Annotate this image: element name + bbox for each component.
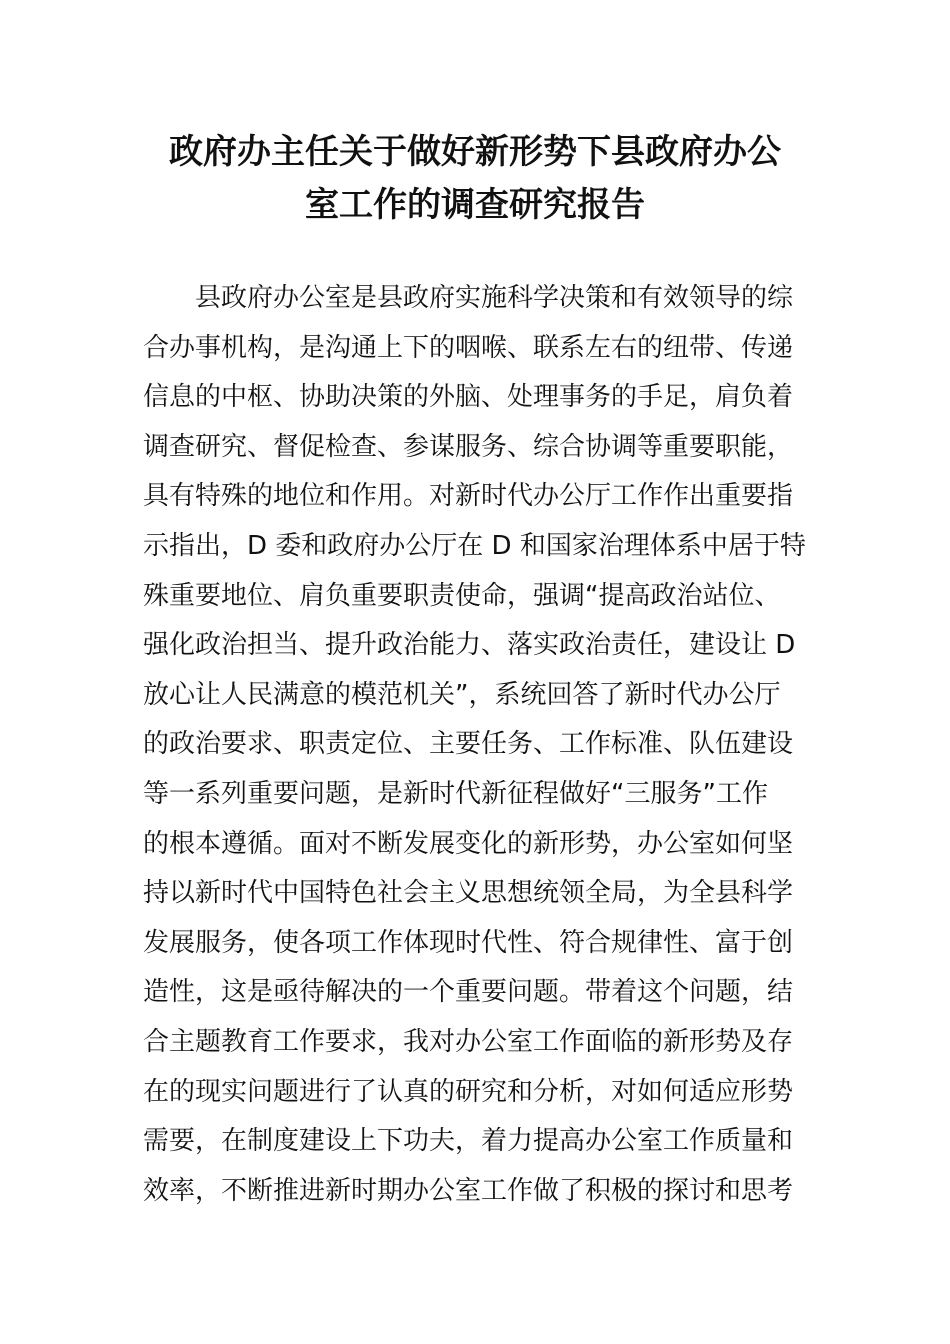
body-line: 殊重要地位、肩负重要职责使命，强调“提高政治站位、 xyxy=(143,580,781,611)
body-line: 在的现实问题进行了认真的研究和分析，对如何适应形势 xyxy=(143,1076,794,1107)
body-line: 持以新时代中国特色社会主义思想统领全局，为全县科学 xyxy=(143,878,794,909)
title-line: 室工作的调查研究报告 xyxy=(305,185,645,225)
document-title xyxy=(140,126,810,232)
body-line: 放心让人民满意的模范机关”，系统回答了新时代办公厅 xyxy=(143,679,781,710)
title-line: 政府办主任关于做好新形势下县政府办公 xyxy=(169,132,781,172)
body-line: 合办事机构，是沟通上下的咽喉、联系左右的纽带、传递 xyxy=(143,332,794,363)
body-line: 发展服务，使各项工作体现时代性、符合规律性、富于创 xyxy=(143,927,794,958)
body-paragraph xyxy=(143,274,813,1216)
body-line: 造性，这是亟待解决的一个重要问题。带着这个问题，结 xyxy=(143,977,794,1008)
body-line: 强化政治担当、提升政治能力、落实政治责任，建设让 D xyxy=(143,630,796,661)
body-line: 效率，不断推进新时期办公室工作做了积极的探讨和思考 xyxy=(143,1175,794,1206)
body-line: 具有特殊的地位和作用。对新时代办公厅工作作出重要指 xyxy=(143,481,794,512)
body-line: 县政府办公室是县政府实施科学决策和有效领导的综 xyxy=(195,283,794,313)
body-line: 需要，在制度建设上下功夫，着力提高办公室工作质量和 xyxy=(143,1126,794,1157)
body-line: 合主题教育工作要求，我对办公室工作面临的新形势及存 xyxy=(143,1026,794,1057)
body-line: 示指出，D 委和政府办公厅在 D 和国家治理体系中居于特 xyxy=(143,530,806,561)
body-line: 的政治要求、职责定位、主要任务、工作标准、队伍建设 xyxy=(143,729,794,760)
body-line: 调查研究、督促检查、参谋服务、综合协调等重要职能， xyxy=(143,431,794,462)
body-line: 等一系列重要问题，是新时代新征程做好“三服务”工作 xyxy=(143,778,768,809)
body-line: 信息的中枢、协助决策的外脑、处理事务的手足，肩负着 xyxy=(143,382,794,413)
body-line: 的根本遵循。面对不断发展变化的新形势，办公室如何坚 xyxy=(143,828,794,859)
